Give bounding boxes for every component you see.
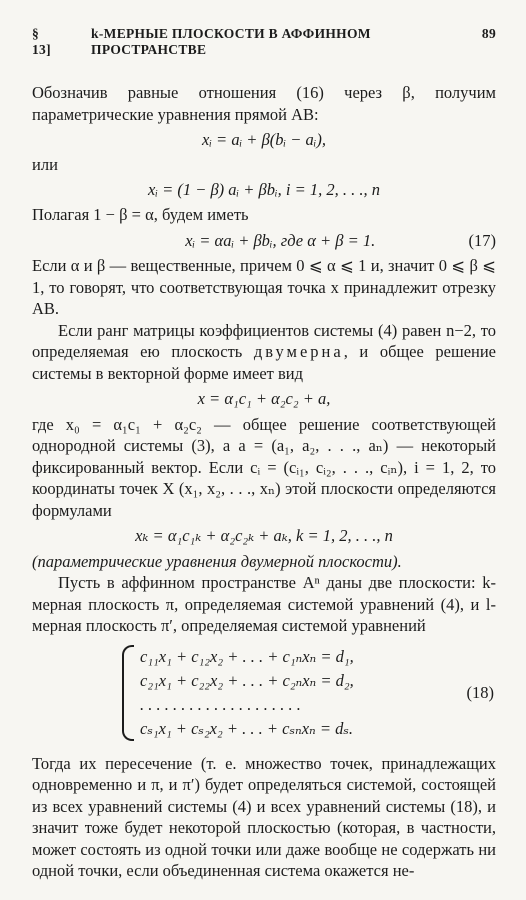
paragraph-8: Тогда их пересечение (т. е. множество точек, принадлежащих одновременно и π, и π′) будет определяться системой, состоящей из всех уравнений системы (4) и всех уравнений системы (18), и значит тоже будет некоторой плоскостью (которая, в частности, может состоять из одной точки или даже вообще не содержать ни одной точки, если объединенная система окажется не- — [32, 753, 496, 880]
paragraph-6: (параметрические уравнения двумерной плоскости). — [32, 551, 402, 571]
formula-17-body: xᵢ = αaᵢ + βbᵢ, где α + β = 1. — [185, 230, 376, 250]
equation-number-17: (17) — [468, 230, 496, 250]
system-equation-2: c₂₁x₁ + c₂₂x₂ + . . . + c₂ₙxₙ = d₂, — [140, 670, 354, 690]
formula-vector: x = α₁c₁ + α₂c₂ + a, — [197, 389, 331, 408]
section-marker: § 13] — [32, 26, 51, 57]
paragraph-2: Полагая 1 − β = α, будем иметь — [32, 205, 249, 224]
word-ili: или — [32, 154, 58, 174]
spaced-word-dvumerna: двумерна — [253, 342, 344, 361]
system-equation-s: cₛ₁x₁ + cₛ₂x₂ + . . . + cₛₙxₙ = dₛ. — [140, 718, 354, 738]
paragraph-3: Если α и β — вещественные, причем 0 ⩽ α ⩽ 1 и, значит 0 ⩽ β ⩽ 1, то говорят, что соответствующая точка x принадлежит отрезку AB. — [32, 256, 496, 318]
page-number: 89 — [481, 26, 496, 41]
left-brace — [122, 645, 134, 741]
paragraph-4-end: , и общее решение системы в векторной форме имеет вид — [32, 342, 496, 383]
system-equations — [140, 645, 354, 741]
equation-number-18: (18) — [466, 682, 494, 702]
formula-coordinates: xₖ = α₁c₁ₖ + α₂c₂ₖ + aₖ, k = 1, 2, . . ., n — [135, 526, 393, 545]
paragraph-1: Обозначив равные отношения (16) через β, получим параметрические уравнения прямой AB: — [32, 83, 496, 124]
paragraph-4-start: Если ранг матрицы коэффициентов системы (4) равен n−2, то определяемая ею плоскость — [32, 320, 496, 361]
system-dots-row: . . . . . . . . . . . . . . . . . . . . — [140, 694, 301, 714]
formula-line-2: xᵢ = (1 − β) aᵢ + βbᵢ, i = 1, 2, . . ., n — [148, 179, 380, 199]
system-body — [122, 645, 354, 741]
system-equation-1: c₁₁x₁ + c₁₂x₂ + . . . + c₁ₙxₙ = d₁, — [140, 646, 354, 666]
paragraph-5: где x₀ = α₁c₁ + α₂c₂ — общее решение соответствующей однородной системы (3), а a = (a₁, a₂, . . ., aₙ) — некоторый фиксированный вектор. Если cᵢ = (cᵢ₁, cᵢ₂, . . ., cᵢₙ), i = 1, 2, то координаты точек X (x₁, x₂, . . ., xₙ) этой плоскости определяются формулами — [32, 414, 496, 520]
formula-17 — [32, 230, 496, 252]
running-title: k-МЕРНЫЕ ПЛОСКОСТИ В АФФИННОМ ПРОСТРАНСТВЕ — [91, 26, 371, 57]
paragraph-7: Пусть в аффинном пространстве Aⁿ даны две плоскости: k-мерная плоскость π, определяемая системой уравнений (4), и l-мерная плоскость π′, определяемая системой уравнений — [32, 573, 496, 635]
formula-line-1: xᵢ = aᵢ + β(bᵢ − aᵢ), — [202, 130, 326, 149]
paragraph-4 — [32, 320, 496, 385]
equation-system-18 — [32, 645, 496, 741]
running-header — [32, 26, 496, 58]
